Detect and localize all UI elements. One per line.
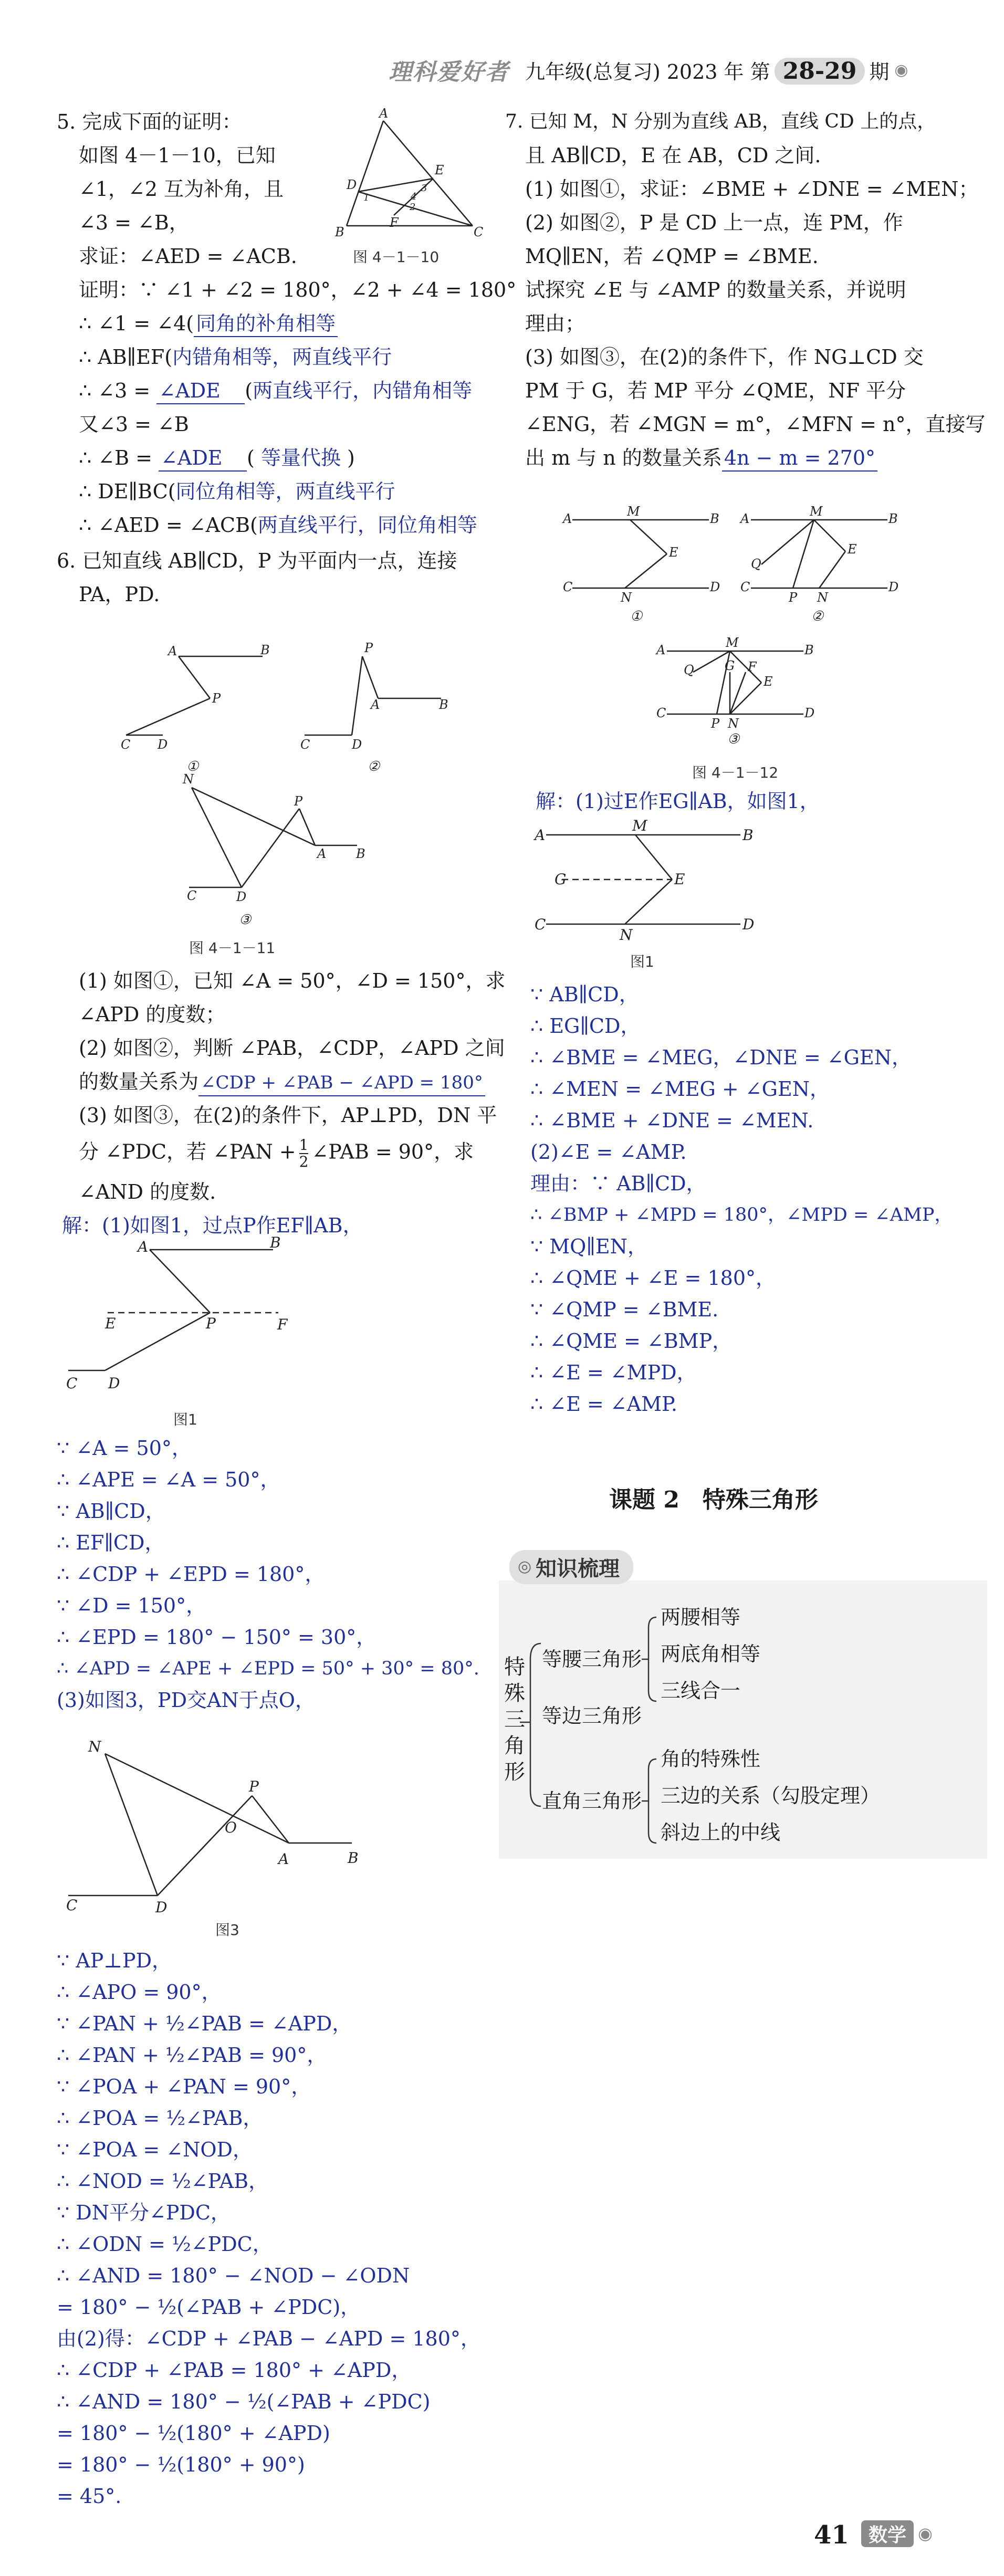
sol6-step-1: ∵ ∠A = 50°，	[57, 1437, 192, 1460]
svg-text:C: C	[535, 916, 546, 933]
svg-text:A: A	[371, 697, 380, 712]
q6-part1-line-1: (1) 如图①，已知 ∠A = 50°，∠D = 150°，求	[79, 969, 506, 992]
sol6-step2-16: = 180° − ½(180° + ∠APD)	[57, 2422, 330, 2445]
svg-text:A: A	[656, 643, 666, 657]
sol7-step-14: ∴ ∠E = ∠AMP.	[530, 1392, 677, 1416]
q7-sublabel-1: ①	[630, 609, 643, 624]
svg-text:Q: Q	[751, 557, 761, 571]
svg-text:D: D	[236, 889, 247, 904]
sol6-step-6: ∵ ∠D = 150°，	[57, 1594, 206, 1617]
svg-text:E: E	[674, 871, 685, 888]
header-dot-icon: ◉	[894, 60, 908, 79]
q5-answer-2: 内错角相等，两直线平行	[172, 345, 392, 369]
svg-text:N: N	[183, 772, 194, 787]
sol7-step-1: ∵ AB∥CD，	[530, 983, 639, 1006]
sol6-step-4: ∴ EF∥CD，	[57, 1531, 165, 1554]
svg-text:C: C	[740, 580, 750, 594]
q5-proof-line-5: 又∠3 = ∠B	[79, 413, 189, 436]
svg-text:D: D	[352, 737, 362, 752]
q7-line-3: (1) 如图①，求证：∠BME + ∠DNE = ∠MEN；	[525, 177, 979, 201]
svg-text:B: B	[348, 1849, 359, 1867]
sol6-step2-7: ∵ ∠POA = ∠NOD，	[57, 2138, 253, 2161]
figure-4-1-11	[105, 641, 462, 928]
q5-proof-line-3: ∴ AB∥EF(内错角相等，两直线平行	[79, 345, 392, 369]
q7-line-11: 出 m 与 n 的数量关系 4n − m = 270°	[525, 445, 877, 472]
svg-text:B: B	[356, 846, 365, 861]
svg-text:P: P	[789, 590, 798, 605]
svg-text:D: D	[742, 916, 755, 933]
sol6-step-5: ∴ ∠CDP + ∠EPD = 180°，	[57, 1563, 325, 1586]
knowledge-badge: 知识梳理	[509, 1550, 633, 1584]
figure-4-1-12	[562, 499, 956, 747]
q5-answer-5: ∠ADE	[159, 445, 247, 472]
q7-sublabel-3: ③	[727, 731, 740, 747]
svg-text:E: E	[435, 163, 444, 177]
svg-text:M: M	[627, 504, 640, 519]
tree-brackets	[520, 1601, 677, 1864]
sol6-step-8: ∴ ∠APD = ∠APE + ∠EPD = 50° + 30° = 80°.	[57, 1658, 479, 1679]
q5-answer-6: 等量代换	[260, 446, 341, 469]
svg-text:B: B	[335, 225, 344, 239]
svg-text:D: D	[710, 580, 720, 594]
page-number: 41	[814, 2520, 849, 2550]
q5-line-1: 5. 完成下面的证明：	[57, 110, 242, 133]
svg-text:N: N	[817, 590, 828, 605]
svg-text:P: P	[212, 691, 221, 706]
svg-text:A: A	[138, 1238, 149, 1255]
tree-leaf-5: 三边的关系（勾股定理）	[661, 1784, 881, 1807]
svg-text:B: B	[742, 826, 754, 844]
sol7-step-11: ∵ ∠QMP = ∠BME.	[530, 1298, 719, 1321]
q5-proof-line-8: ∴ ∠AED = ∠ACB(两直线平行，同位角相等	[79, 514, 477, 537]
svg-text:C: C	[656, 706, 666, 720]
svg-text:O: O	[225, 1819, 237, 1836]
q7-line-8: (3) 如图③，在(2)的条件下，作 NG⊥CD 交	[525, 345, 924, 369]
svg-text:N: N	[728, 716, 739, 731]
sol6-step2-12: = 180° − ½(∠PAB + ∠PDC)，	[57, 2296, 361, 2319]
tree-root: 特 殊 三 角 形	[504, 1655, 525, 1784]
svg-text:E: E	[669, 545, 678, 560]
q6-line-1: 6. 已知直线 AB∥CD，P 为平面内一点，连接	[57, 549, 457, 572]
sol6-step2-6: ∴ ∠POA = ½∠PAB，	[57, 2107, 263, 2130]
sol6-step2-10: ∴ ∠ODN = ½∠PDC，	[57, 2233, 273, 2256]
sol6-step2-2: ∴ ∠APO = 90°，	[57, 1981, 222, 2004]
svg-text:M: M	[810, 504, 823, 519]
svg-text:C: C	[66, 1897, 78, 1914]
q5-proof-line-2: ∴ ∠1 = ∠4( 同角的补角相等	[79, 311, 338, 337]
svg-text:N: N	[620, 926, 633, 944]
svg-text:4: 4	[411, 191, 417, 202]
q5-proof-line-7: ∴ DE∥BC(同位角相等，两直线平行	[79, 480, 395, 503]
sol7-step-13: ∴ ∠E = ∠MPD，	[530, 1361, 697, 1384]
svg-text:B: B	[888, 511, 898, 526]
q5-line-4: ∠3 = ∠B，	[79, 211, 189, 234]
svg-text:A: A	[317, 846, 327, 861]
sol6-step2-14: ∴ ∠CDP + ∠PAB = 180° + ∠APD，	[57, 2359, 412, 2382]
sol7-step-4: ∴ ∠MEN = ∠MEG + ∠GEN，	[530, 1077, 830, 1101]
figure-4-1-10	[331, 105, 488, 242]
sol7-step-6: (2)∠E = ∠AMP.	[530, 1140, 687, 1164]
sol6-step-9: (3)如图3，PD交AN于点O，	[57, 1689, 315, 1712]
svg-text:B: B	[260, 643, 270, 657]
svg-text:M: M	[632, 817, 647, 834]
q5-answer-8: 两直线平行，同位角相等	[257, 514, 477, 537]
q6-part2-line-2: 的数量关系为 ∠CDP + ∠PAB − ∠APD = 180°	[79, 1069, 485, 1096]
sol7-step-2: ∴ EG∥CD，	[530, 1014, 641, 1038]
svg-text:2: 2	[410, 202, 416, 213]
svg-text:C: C	[121, 737, 131, 752]
figure-4-1-12-caption: 图 4－1－12	[692, 764, 779, 781]
q5-proof-line-4: ∴ ∠3 = ∠ADE (两直线平行，内错角相等	[79, 378, 472, 404]
q7-sublabel-2: ②	[811, 609, 824, 624]
svg-text:D: D	[108, 1375, 120, 1392]
svg-text:G: G	[725, 658, 735, 673]
svg-text:C: C	[66, 1375, 78, 1392]
svg-text:C: C	[563, 580, 573, 594]
sol7-step-12: ∴ ∠QME = ∠BMP，	[530, 1329, 733, 1353]
sol6-step2-9: ∵ DN平分∠PDC，	[57, 2201, 231, 2224]
sol7-step-7: 理由：∵ AB∥CD，	[530, 1172, 706, 1195]
svg-text:D: D	[158, 737, 168, 752]
q6-part3-line-3: ∠AND 的度数.	[79, 1180, 216, 1203]
svg-text:E: E	[764, 674, 773, 689]
sol6-figure-1	[58, 1234, 331, 1407]
edition-label: 九年级(总复习) 2023 年 第 28-29 期	[525, 57, 890, 85]
q5-answer-4: 两直线平行，内错角相等	[253, 379, 473, 402]
sol6-step2-17: = 180° − ½(180° + 90°)	[57, 2453, 305, 2476]
sol6-step-3: ∵ AB∥CD，	[57, 1500, 165, 1523]
q7-line-2: 且 AB∥CD，E 在 AB，CD 之间.	[525, 144, 821, 167]
svg-text:A: A	[563, 511, 572, 526]
q6-line-2: PA，PD.	[79, 583, 160, 606]
sol6-figure-1-caption: 图1	[173, 1411, 197, 1428]
svg-text:B: B	[804, 643, 814, 657]
q6-part2-line-1: (2) 如图②，判断 ∠PAB，∠CDP，∠APD 之间	[79, 1036, 505, 1060]
sol6-step-7: ∴ ∠EPD = 180° − 150° = 30°，	[57, 1626, 376, 1649]
tree-leaf-4: 角的特殊性	[661, 1747, 761, 1771]
svg-text:B: B	[439, 697, 448, 712]
figure-4-1-10-caption: 图 4－1－10	[353, 248, 440, 266]
sol7-figure-1-caption: 图1	[630, 953, 654, 970]
q6-part3-line-1: (3) 如图③，在(2)的条件下，AP⊥PD，DN 平	[79, 1104, 497, 1127]
svg-text:P: P	[206, 1315, 216, 1332]
svg-text:F: F	[277, 1316, 288, 1333]
sol6-step2-1: ∵ AP⊥PD，	[57, 1949, 172, 1972]
tree-leaf-2: 两底角相等	[661, 1642, 761, 1666]
sol7-step-3: ∴ ∠BME = ∠MEG，∠DNE = ∠GEN，	[530, 1046, 912, 1069]
tree-branch-equilateral: 等边三角形	[542, 1704, 642, 1727]
sol6-step-2: ∴ ∠APE = ∠A = 50°，	[57, 1468, 280, 1491]
svg-text:C: C	[474, 225, 484, 239]
q7-line-9: PM 于 G，若 MP 平分 ∠QME，NF 平分	[525, 379, 906, 402]
q5-proof-line-6: ∴ ∠B = ∠ADE ( 等量代换 )	[79, 445, 355, 472]
sol6-step2-15: ∴ ∠AND = 180° − ½(∠PAB + ∠PDC)	[57, 2390, 431, 2413]
q6-answer-2: ∠CDP + ∠PAB − ∠APD = 180°	[198, 1070, 485, 1096]
q7-line-6: 试探究 ∠E 与 ∠AMP 的数量关系，并说明	[525, 278, 906, 301]
svg-text:P: P	[364, 641, 373, 655]
svg-text:B: B	[710, 511, 719, 526]
q6-sublabel-2: ②	[368, 759, 380, 774]
svg-text:P: P	[711, 716, 720, 731]
tree-leaf-3: 三线合一	[661, 1679, 741, 1702]
q7-answer-3: 4n − m = 270°	[722, 445, 877, 472]
page-header	[389, 54, 992, 86]
svg-text:F: F	[748, 659, 757, 674]
q5-line-2: 如图 4－1－10，已知	[79, 144, 276, 167]
svg-text:B: B	[270, 1234, 281, 1251]
svg-text:N: N	[621, 590, 632, 605]
sol7-step-10: ∴ ∠QME + ∠E = 180°，	[530, 1266, 776, 1290]
svg-text:D: D	[888, 580, 899, 594]
svg-text:E: E	[105, 1315, 116, 1332]
svg-text:P: P	[249, 1778, 259, 1795]
q7-line-1: 7. 已知 M，N 分别为直线 AB，直线 CD 上的点，	[505, 111, 936, 132]
svg-text:N: N	[88, 1738, 101, 1755]
svg-text:F: F	[390, 215, 399, 230]
q7-line-4: (2) 如图②，P 是 CD 上一点，连 PM，作	[525, 211, 903, 234]
sol6-figure-3-caption: 图3	[215, 1921, 239, 1939]
q5-answer-1: 同角的补角相等	[194, 311, 338, 337]
q5-line-5: 求证：∠AED = ∠ACB.	[79, 245, 297, 268]
sol7-step-5: ∴ ∠BME + ∠DNE = ∠MEN.	[530, 1109, 814, 1132]
svg-text:3: 3	[421, 183, 427, 194]
knowledge-badge-icon: ◎	[518, 1557, 532, 1576]
sol6-step2-5: ∵ ∠POA + ∠PAN = 90°，	[57, 2075, 311, 2098]
svg-text:M: M	[726, 635, 739, 650]
q6-part1-line-2: ∠APD 的度数；	[79, 1003, 226, 1026]
svg-text:A: A	[535, 826, 546, 844]
lesson-title: 课题 2 特殊三角形	[609, 1486, 818, 1513]
sol6-intro: 解：(1)如图1，过点P作EF∥AB，	[62, 1214, 363, 1237]
svg-text:C: C	[187, 888, 197, 903]
svg-text:P: P	[294, 794, 303, 809]
svg-text:Q: Q	[684, 663, 694, 677]
q6-part3-line-2: 分 ∠PDC，若 ∠PAN + $\frac{1}{2}$ ∠PAB = 90°，求	[79, 1136, 474, 1170]
svg-text:E: E	[848, 542, 857, 557]
q7-line-7: 理由；	[525, 312, 585, 335]
footer-dot-icon: ◉	[918, 2523, 933, 2543]
sol7-step-9: ∵ MQ∥EN，	[530, 1235, 647, 1258]
issue-number: 28-29	[775, 58, 865, 85]
sol6-step2-13: 由(2)得：∠CDP + ∠PAB − ∠APD = 180°，	[57, 2327, 480, 2350]
sol7-figure-1	[530, 819, 761, 945]
sol6-step2-3: ∵ ∠PAN + ½∠PAB = ∠APD，	[57, 2012, 352, 2035]
svg-text:A: A	[379, 106, 389, 121]
q5-proof-line-1: 证明：∵ ∠1 + ∠2 = 180°，∠2 + ∠4 = 180°	[79, 278, 517, 301]
q5-answer-3: ∠ADE	[156, 378, 245, 404]
sol6-step2-4: ∴ ∠PAN + ½∠PAB = 90°，	[57, 2044, 327, 2067]
sol6-figure-3	[58, 1733, 383, 1922]
q7-line-10: ∠ENG，若 ∠MGN = m°，∠MFN = n°，直接写	[525, 413, 986, 436]
svg-text:D: D	[155, 1899, 168, 1916]
q5-answer-7: 同位角相等，两直线平行	[175, 480, 395, 503]
subject-tag: 数学	[861, 2520, 914, 2547]
q7-line-5: MQ∥EN，若 ∠QMP = ∠BME.	[525, 245, 819, 268]
svg-text:C: C	[300, 737, 310, 752]
tree-branch-isosceles: 等腰三角形	[542, 1648, 642, 1671]
figure-4-1-11-caption: 图 4－1－11	[189, 939, 276, 957]
tree-branch-right: 直角三角形	[542, 1789, 642, 1813]
svg-text:G: G	[555, 871, 567, 888]
sol7-step-8: ∴ ∠BMP + ∠MPD = 180°，∠MPD = ∠AMP，	[530, 1205, 953, 1226]
q6-sublabel-3: ③	[239, 912, 252, 928]
tree-leaf-1: 两腰相等	[661, 1606, 741, 1629]
sol7-intro: 解：(1)过E作EG∥AB，如图1，	[536, 790, 820, 813]
sol6-step2-11: ∴ ∠AND = 180° − ∠NOD − ∠ODN	[57, 2264, 410, 2287]
svg-text:A: A	[168, 644, 177, 658]
sol6-step2-18: = 45°.	[57, 2485, 122, 2508]
svg-text:1: 1	[363, 192, 370, 203]
svg-text:D: D	[804, 706, 815, 720]
svg-text:A: A	[740, 511, 750, 526]
q5-line-3: ∠1，∠2 互为补角，且	[79, 177, 284, 201]
q6-sublabel-1: ①	[186, 759, 199, 774]
sol6-step2-8: ∴ ∠NOD = ½∠PAB，	[57, 2170, 269, 2193]
svg-text:D: D	[347, 177, 357, 192]
tree-leaf-6: 斜边上的中线	[661, 1821, 781, 1844]
svg-text:A: A	[278, 1850, 289, 1868]
magazine-logo: 理科爱好者	[389, 59, 509, 86]
